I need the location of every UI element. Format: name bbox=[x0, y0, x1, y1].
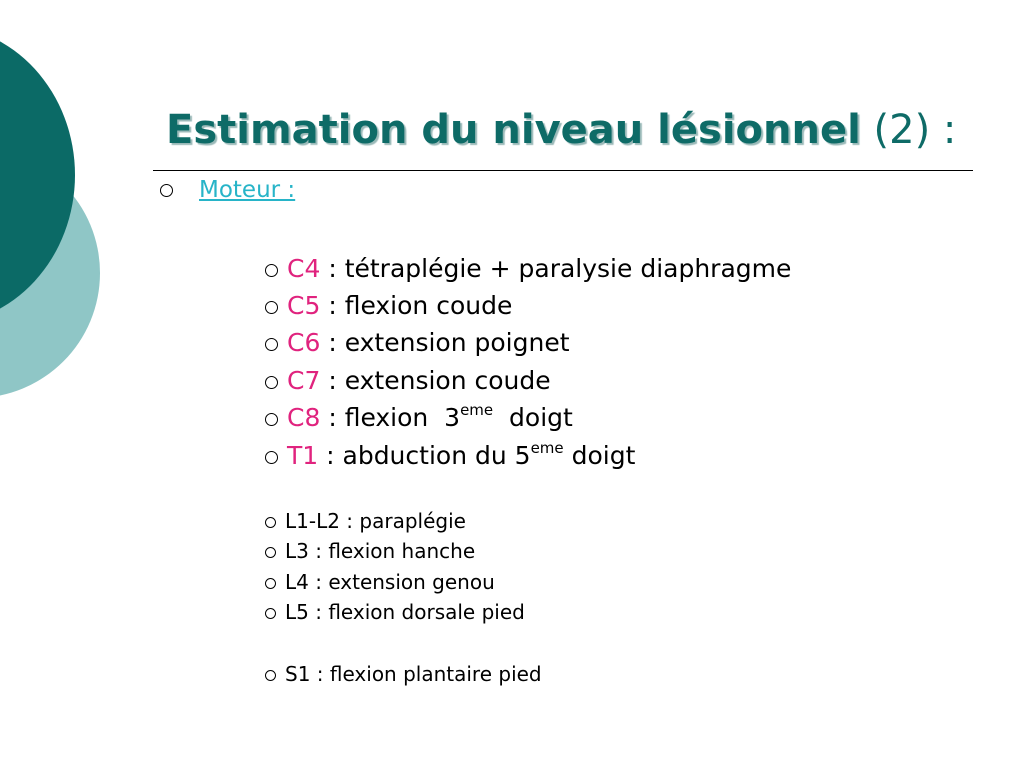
bullet-circle-icon bbox=[265, 413, 278, 426]
item-text bbox=[318, 438, 636, 470]
moteur-heading bbox=[160, 177, 295, 203]
title-divider bbox=[153, 170, 973, 171]
item-text: : extension poignet bbox=[320, 328, 570, 357]
segment-label: T1 bbox=[287, 441, 319, 470]
item-text: : tétraplégie + paralysie diaphragme bbox=[320, 254, 792, 283]
list-item-c5 bbox=[265, 291, 512, 320]
list-item-s1 bbox=[265, 662, 542, 686]
list-item-l4 bbox=[265, 570, 495, 594]
item-text-sup: eme bbox=[460, 400, 494, 419]
list-item-c6 bbox=[265, 328, 570, 357]
bullet-circle-icon bbox=[265, 670, 276, 681]
item-text bbox=[320, 400, 573, 432]
bullet-circle-icon bbox=[265, 547, 276, 558]
segment-label: C8 bbox=[287, 403, 321, 432]
list-item-l5 bbox=[265, 600, 525, 624]
list-item-c4 bbox=[265, 254, 791, 283]
bullet-circle-icon bbox=[265, 376, 278, 389]
bullet-circle-icon bbox=[265, 264, 278, 277]
item-text: : flexion coude bbox=[320, 291, 513, 320]
item-text: L3 : flexion hanche bbox=[285, 539, 476, 563]
segment-label: C4 bbox=[287, 254, 321, 283]
item-text: L4 : extension genou bbox=[285, 570, 495, 594]
bullet-circle-icon bbox=[265, 301, 278, 314]
item-text: L1-L2 : paraplégie bbox=[285, 509, 466, 533]
segment-label: C6 bbox=[287, 328, 321, 357]
bullet-circle-icon bbox=[265, 608, 276, 619]
list-item-c7 bbox=[265, 366, 551, 395]
bullet-circle-icon bbox=[265, 517, 276, 528]
item-text: L5 : flexion dorsale pied bbox=[285, 600, 525, 624]
item-text-post: doigt bbox=[563, 441, 636, 470]
list-item-l1-l2 bbox=[265, 509, 466, 533]
segment-label: C7 bbox=[287, 366, 321, 395]
list-item-t1 bbox=[265, 438, 636, 470]
list-item-c8 bbox=[265, 400, 573, 432]
item-text-pre: : flexion 3 bbox=[320, 403, 461, 432]
slide-title-suffix: (2) : bbox=[873, 107, 957, 153]
moteur-link[interactable]: Moteur : bbox=[199, 177, 296, 203]
list-item-l3 bbox=[265, 539, 475, 563]
item-text: : extension coude bbox=[320, 366, 551, 395]
segment-label: C5 bbox=[287, 291, 321, 320]
slide-title bbox=[166, 104, 956, 156]
item-text-post: doigt bbox=[493, 403, 573, 432]
slide-title-main: Estimation du niveau lésionnel bbox=[166, 107, 861, 153]
item-text-pre: : abduction du 5 bbox=[318, 441, 531, 470]
item-text-sup: eme bbox=[530, 438, 564, 457]
item-text: S1 : flexion plantaire pied bbox=[285, 662, 542, 686]
bullet-circle-icon bbox=[265, 578, 276, 589]
bullet-circle-icon bbox=[265, 451, 278, 464]
bullet-circle-icon bbox=[160, 184, 173, 197]
bullet-circle-icon bbox=[265, 338, 278, 351]
